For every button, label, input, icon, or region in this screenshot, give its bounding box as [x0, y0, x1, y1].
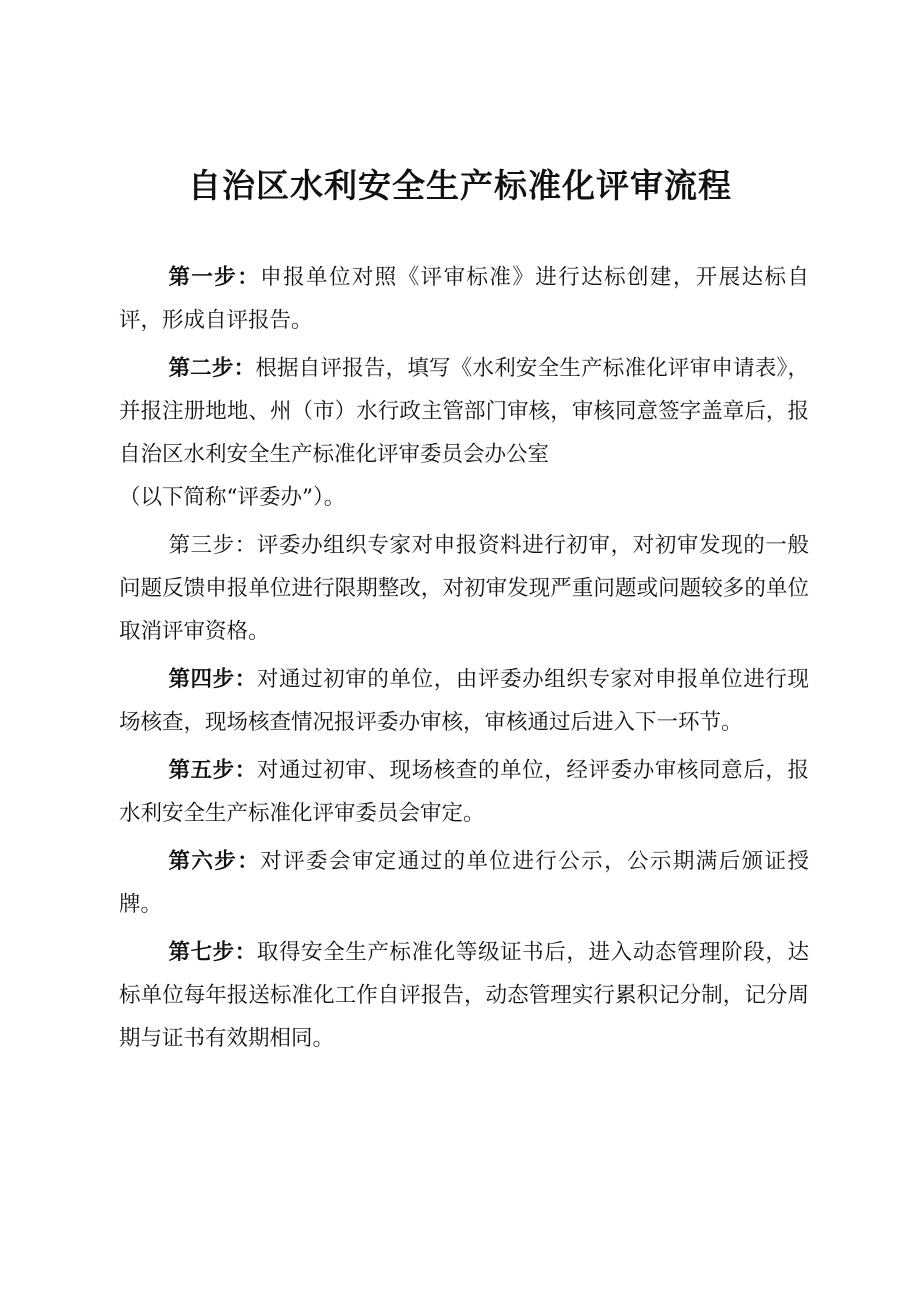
step-6-text: 对评委会审定通过的单位进行公示，公示期满后颁证授牌。	[119, 849, 809, 917]
step-2-paragraph	[119, 347, 809, 519]
step-7-label: 第七步：	[168, 940, 257, 965]
step-1-text: 申报单位对照《评审标准》进行达标创建，开展达标自评，形成自评报告。	[119, 265, 809, 333]
step-2-note: （以下简称“评委办”）。	[119, 485, 346, 510]
step-6-label: 第六步：	[168, 849, 261, 874]
step-2-text: 根据自评报告，填写《水利安全生产标准化评审申请表》，并报注册地地、州（市）水行政主管部门审核，审核同意签字盖章后，报自治区水利安全生产标准化评审委员会办公室	[119, 356, 809, 467]
page-title: 自治区水利安全生产标准化评审流程	[188, 166, 732, 205]
step-6-paragraph	[119, 840, 809, 926]
step-4-text: 对通过初审的单位，由评委办组织专家对申报单位进行现场核查，现场核查情况报评委办审核，审核通过后进入下一环节。	[119, 667, 809, 735]
step-7-text: 取得安全生产标准化等级证书后，进入动态管理阶段，达标单位每年报送标准化工作自评报告，动态管理实行累积记分制，记分周期与证书有效期相同。	[119, 940, 809, 1051]
step-7-paragraph	[119, 931, 809, 1060]
step-2-label: 第二步：	[168, 356, 256, 381]
step-3-text: 评委办组织专家对申报资料进行初审，对初审发现的一般问题反馈申报单位进行限期整改，对初审发现严重问题或问题较多的单位取消评审资格。	[119, 533, 809, 644]
document-body	[119, 256, 809, 1065]
step-5-paragraph	[119, 749, 809, 835]
step-4-paragraph	[119, 658, 809, 744]
step-5-label: 第五步：	[168, 758, 257, 783]
step-1-label: 第一步：	[168, 265, 261, 290]
step-3-paragraph	[119, 524, 809, 653]
step-3-label: 第三步：	[168, 533, 257, 558]
step-4-label: 第四步：	[168, 667, 257, 692]
step-1-paragraph	[119, 256, 809, 342]
step-5-text: 对通过初审、现场核查的单位，经评委办审核同意后，报水利安全生产标准化评审委员会审定。	[119, 758, 809, 826]
